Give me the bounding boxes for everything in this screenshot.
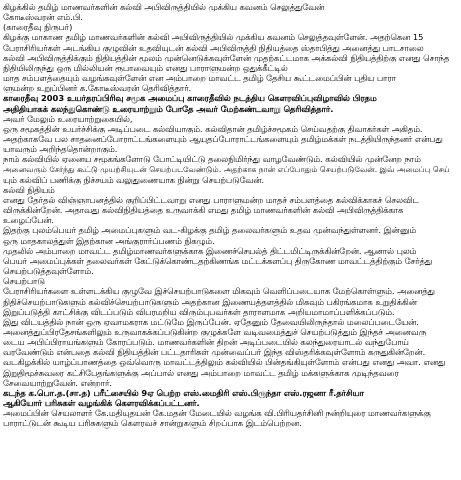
text-line: பேராசிரியர்கள் அடங்கிய குழுவின் உதவியுடன் கல்வி அபிவிருத்தி நிதியத்தை ஸ்தாபித்து அனைத்து பாடசாலை <box>3 42 424 53</box>
article-body <box>3 2 457 429</box>
text-line: செயற்படுத்தவுள்ளோம். <box>3 266 94 277</box>
bold-text-line: ஆகியோர் பரிசுகள் வழங்கிக் கௌரவிக்கப்பட்டனர். <box>3 398 200 409</box>
bold-text-line: கடந்த க.பொ.த.(சா.த) பரீட்சையில் 9ஏ பெற்ற எஸ்.மைதிரி எஸ்.பிருந்தா எஸ்.ரஜனா ரீ.தர்சியா <box>3 387 364 398</box>
text-line: அனைத்துப்பிரதேசங்களிலும் உருவாகக்கப்படுகின்ற குழுக்களே வடிவமைத்துச் செயற்படுத்தும் இந்தச் அனைவரு <box>3 327 427 337</box>
text-line: கல்வி அபிவிருத்திக்கும் நிதியத்தின் மூலம் முன்னெடுக்கவுள்ளேன் முதற்கட்டமாக அக்கல்வி நிதியத்திற்கு எனது சொந்த <box>3 52 450 63</box>
bold-text-line: அதிதியாகக் கலந்துகொண்டு உரையாற்றும் போதே அவர் மேற்கண்டவாறு தெரிவித்தார். <box>3 103 334 114</box>
text-line: உழைப்பேன். <box>3 215 54 226</box>
bold-text-line: காரைதீவு 2003 உயர்தரப்பிரிவு சமூக அமைப்பு காரைதீவில் நடத்திய கௌரவிப்புவிழாவில் பிரதம <box>3 93 377 104</box>
text-line: ஒரு சமூகத்தின் உயர்ச்சிக்கு அடிப்படை கல்வியாகும். கல்விதான் தமிழ்ச்சமூகம் செய்வதற்கு திவாகர்கள் அகிதம். <box>3 123 423 134</box>
text-line: அமைப்பின் செயலாளர் கே.மதியுதயன் கே.மதன் மேடையில் வழங்க வி.பிரியதர்சினி நன்றியுரை மாணவர்களுக்கு <box>3 408 431 419</box>
text-line: அதற்காகவே பல சாதனைப்போராட்டங்களையும் ஆயுதப்போராட்டங்களையும் தமிழ்மக்கள் நடத்தியிருந்தனர் என்பது <box>3 134 443 145</box>
text-line: கிழக்கில் தமிழ் மாணவர்களின் கல்வி அபிவிருத்தியில் முக்கிய கவனம் செலுத்துவேன் <box>3 2 325 12</box>
text-line: கோடீஸ்வரன் எம்.பி. <box>3 12 83 23</box>
text-line: பேராசிரியர்களை உள்ளடக்கிய குழுவே இச்செயற்பாடுகளை மிகவும் வெளிப்படையாக மேற்கொள்ளும். அனைத்து <box>3 286 435 297</box>
text-line: பாராட்டுடன் கூடிய பரிசுகளும் கௌரவச் சான்றுகளும் சிறப்பாக இடம்பெற்றன. <box>3 418 302 429</box>
text-line: கல்வி நிதியம் <box>3 184 55 195</box>
text-line: நிதியிலிருந்து ஒரு மில்லியன் ரூபாவையும் எனது பாராளுமன்ற ஒதுக்கீட்டில் <box>3 62 288 73</box>
text-line: மாத சம்பளத்தையும் வழங்கவுள்ளேன் என அம்பாறை மாவட்ட தமிழ் தேசிய கூட்டமைப்பின் புதிய பாரா <box>3 73 397 84</box>
text-line: யும் கல்விப் பணிக்கு நிச்சயம் வலுதுணையாக நின்று செயற்படுவேன். <box>3 174 265 185</box>
text-line: யாவரும் அறிந்ததொன்றாகும். <box>3 144 118 155</box>
text-line: எனது தேர்தல் விஞ்ஞாபனத்தில் குறிப்பிட்டவாறு எனது பாராளுமன்ற மாதச் சம்பளத்தை கல்விக்காகச் செலவிட <box>3 194 419 205</box>
text-line: ஒரு மாதகாலத்துள் இதற்கான அங்குரார்ப்பணம் நிகழும். <box>3 235 215 246</box>
text-line: விருக்கின்றேன். அதாவது கல்விநிதியத்தை உருவாக்கி எமது தமிழ் மாணவர்களின் கல்வி அபிவிருத்திக்காக <box>3 205 404 216</box>
text-line: சேவையாற்றுவேன். என்றார். <box>3 377 112 388</box>
text-line: வரவேண்டும் என்பதை கல்வி நிதியத்தின் பட்டதாரிகள் முன்வைப்பர் இந்த விஸ்தரிக்கவுள்ளோம் கருதுகின்றேன். <box>3 347 426 358</box>
text-line: நிதிச்செயற்பாடுகளும் கல்விச்செயற்பாடுகளும் அதற்கான இணையத்தளத்தில் மிகவும் பகிரங்கமாக உறுதிக்கின் <box>3 296 417 307</box>
text-line: முதலில் அம்பாறை மாவட்ட தமிழ்மாணவர்களுக்காக இணைச்செயல்த் திட்டமிட்டிருக்கின்றேன். ஆனால் புலம் <box>3 245 417 256</box>
text-line: நாம் கல்வியில் ஏனைய சமூகங்களோடு போட்டியிட்டு தலைநிமிர்ந்து வாழவேண்டும். கல்வியில் முன்னேற நாம் <box>3 154 421 165</box>
text-line: அவர் மேலும் உரையாற்றுகையில், <box>3 113 133 124</box>
text-line: பெயர் அமைப்புக்கள் தலைவர்கள் கேட்டுக்கொண்டதற்கிணங்க மட்டக்களப்பு திருகோண மாவட்டத்திற்கும் சேர்த்து <box>3 255 433 266</box>
text-line: ளுமன்ற உறுப்பினர் க.கோடீஸ்வரன் தெரிவித்தார். <box>3 83 192 94</box>
text-line: செயற்பாடு <box>3 276 45 287</box>
text-line: இது விடயத்தில் நான் ஒரு ஏவாமகராக மட்டுமே இருப்பேன். ஏதேனும் தேவையிலிருந்தால் மலைப்படையேன். <box>3 316 419 327</box>
text-line: டைய அபிப்பிராயங்களும் கோரப்படும். மாணவர்களின் திறன் அடிப்படையில் கலந்துரையாடல் வந்துபோய் <box>3 337 409 348</box>
text-line: இறுதிமூச்சுவரை கட்சிபேதங்களுக்கு அப்பால் எனது அம்பாறை மாவட்ட தமிழ் மக்களுக்காக முடிந்தவரை <box>3 367 399 378</box>
text-line: (காரைதீவு நிருபர்) <box>3 22 73 33</box>
text-line: இறுப்படுத்தி காட்சிக்கு விடப்படும் விபரமறிய விரும்புபவர்கள் தாராளமாக அறியமாமாப்பளிக்கப்படும். <box>3 306 395 317</box>
text-line: இதற்கு புலம்பெயர் தமிழ் அமைப்புகளும் வட-கிழக்கு தமிழ் தலைவர்களும் உதவ முன்வந்துள்ளனர். இன்னும் <box>3 225 417 236</box>
text-line: வடகிழக்கில் யாழ்ப்பாணத்தை ஒவ்வொரு மாவட்டத்திலும் கல்வியில் பின்தங்கியுள்ளோம் என்பது எனது அவா. எனது <box>3 357 446 368</box>
text-line: அனைவரும் சேர்ந்து கூட்டு முயற்சியுடன் செயற்படவேண்டும். அதற்காக நான் எப்போதும் செயற்படுவேன். இவ் அமைப்பு செய் <box>3 164 450 174</box>
text-line: கிழக்கு மாகாண தமிழ் மாணவர்களின் கல்வி அபிவிருத்தியில் முக்கிய கவனம் செலுத்தவுள்ளேன். அதற்கென 15 <box>3 32 424 43</box>
